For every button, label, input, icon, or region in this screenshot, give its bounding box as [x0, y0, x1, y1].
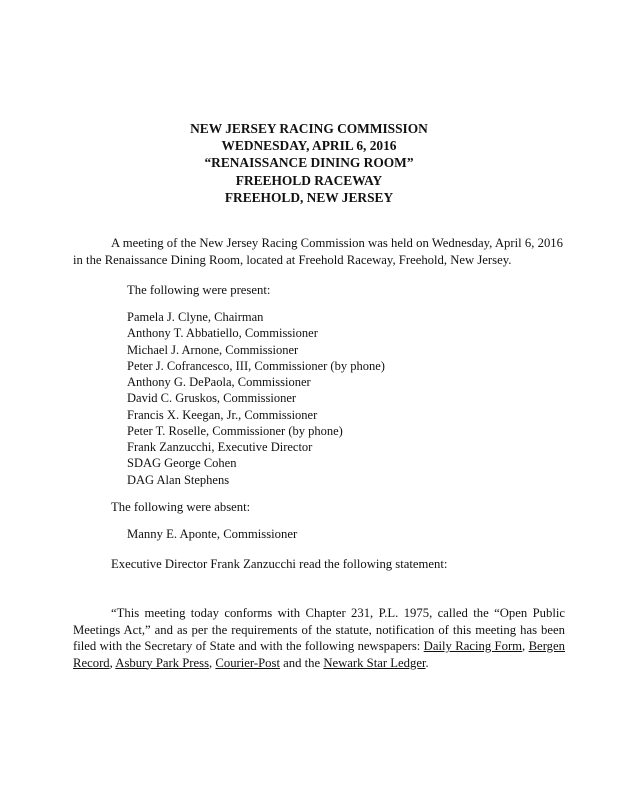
header-room: “RENAISSANCE DINING ROOM” [204, 155, 414, 171]
list-item: Anthony G. DePaola, Commissioner [127, 375, 311, 389]
list-item: Anthony T. Abbatiello, Commissioner [127, 326, 318, 341]
present-list [127, 309, 385, 488]
list-item: Francis X. Keegan, Jr., Commissioner [127, 407, 318, 422]
list-item: DAG Alan Stephens [127, 472, 230, 487]
newspaper-name: Asbury Park Press [115, 655, 210, 670]
list-item: Manny E. Aponte, Commissioner [127, 527, 298, 541]
list-item: Michael J. Arnone, Commissioner [127, 342, 299, 357]
statement-text: “This meeting today conforms with Chapter 231, P.L. 1975, called the “Open Public Meetings Act,” and as per the requirements of the statute, notification of this meeting has been filed with the Secretary of State and with the following newspapers: [73, 606, 565, 653]
list-item: SDAG George Cohen [127, 456, 237, 471]
newspaper-name: Daily Racing Form [423, 639, 523, 653]
list-item: Frank Zanzucchi, Executive Director [127, 440, 313, 454]
separator: , [109, 655, 116, 670]
list-item: Peter T. Roselle, Commissioner (by phone) [127, 423, 343, 438]
statement-paragraph [73, 605, 565, 671]
list-item: Pamela J. Clyne, Chairman [127, 310, 264, 324]
header-organization: NEW JERSEY RACING COMMISSION [190, 121, 428, 136]
newspaper-name: Courier-Post [215, 655, 280, 670]
list-item: David C. Gruskos, Commissioner [127, 391, 297, 406]
header-venue: FREEHOLD RACEWAY [235, 172, 383, 188]
sentence-end: . [425, 655, 429, 670]
statement-intro: Executive Director Frank Zanzucchi read the following statement: [111, 557, 448, 571]
newspaper-name: Bergen Record [73, 639, 566, 670]
newspaper-name: Newark Star Ledger [323, 655, 426, 670]
list-item: Peter J. Cofrancesco, III, Commissioner (by phone) [127, 358, 385, 373]
absent-label: The following were absent: [111, 500, 251, 514]
separator: , [522, 639, 529, 653]
document-header [0, 120, 618, 206]
separator: and the [279, 655, 324, 670]
header-date: WEDNESDAY, APRIL 6, 2016 [221, 138, 397, 154]
intro-paragraph: A meeting of the New Jersey Racing Commission was held on Wednesday, April 6, 2016 in the Renaissance Dining Room, located at Freehold Raceway, Freehold, New Jersey. [73, 236, 563, 267]
separator: , [209, 655, 216, 670]
header-location: FREEHOLD, NEW JERSEY [224, 189, 394, 205]
present-label: The following were present: [127, 283, 271, 297]
